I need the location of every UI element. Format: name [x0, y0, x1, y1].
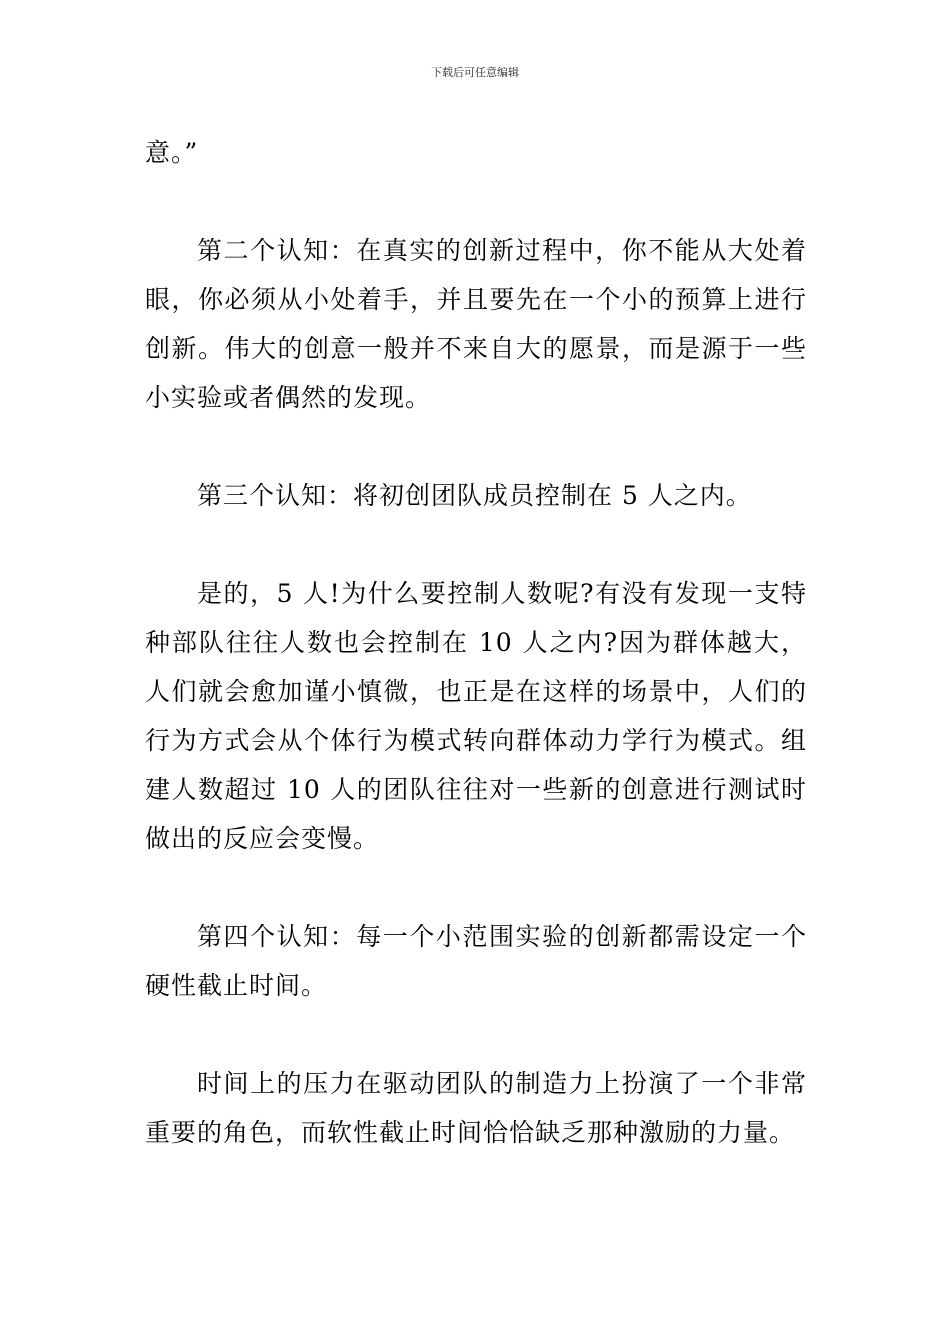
paragraph-team-size: 是的，5 人!为什么要控制人数呢?有没有发现一支特种部队往往人数也会控制在 10 人之内?因为群体越大，人们就会愈加谨小慎微，也正是在这样的场景中，人们的行为方式会从个体行为模式转向群体动力学行为模式。组建人数超过 10 人的团队往往对一些新的创意进行测试时做出的反应会变慢。 — [145, 579, 807, 853]
paragraph-spacer — [145, 177, 807, 226]
paragraph-continuation: 意。” — [145, 138, 199, 167]
page-header: 下载后可任意编辑 — [431, 66, 519, 79]
paragraph-third-insight: 第三个认知：将初创团队成员控制在 5 人之内。 — [197, 481, 752, 510]
paragraph-fourth-insight: 第四个认知：每一个小范围实验的创新都需设定一个硬性截止时间。 — [145, 922, 807, 1000]
paragraph-spacer — [145, 422, 807, 471]
paragraph-spacer — [145, 1010, 807, 1059]
paragraph-spacer — [145, 520, 807, 569]
paragraph-time-pressure: 时间上的压力在驱动团队的制造力上扮演了一个非常重要的角色，而软性截止时间恰恰缺乏那种激励的力量。 — [145, 1069, 807, 1147]
document-body — [145, 128, 807, 1157]
paragraph-second-insight: 第二个认知：在真实的创新过程中，你不能从大处着眼，你必须从小处着手，并且要先在一个小的预算上进行创新。伟大的创意一般并不来自大的愿景，而是源于一些小实验或者偶然的发现。 — [145, 236, 807, 412]
paragraph-spacer — [145, 863, 807, 912]
